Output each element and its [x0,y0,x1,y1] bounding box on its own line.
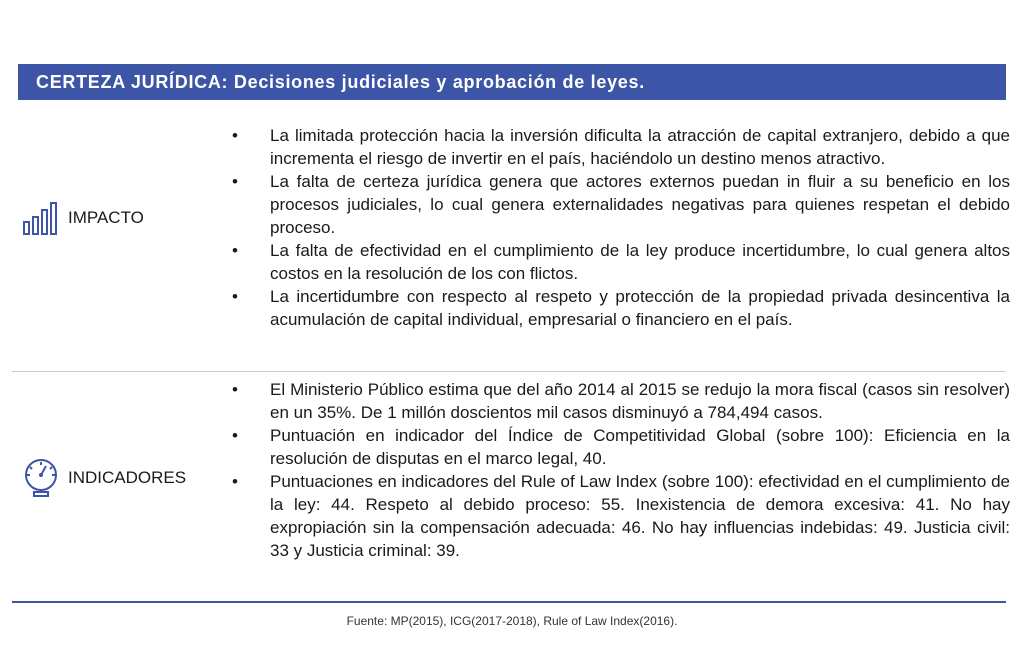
list-item: • Puntuaciones en indicadores del Rule of Law Index (sobre 100): efectividad en el cumplimiento de la ley: 44. Respeto al debido proceso: 55. Inexistencia de demora excesiva: 41. No hay expropiación sin la compensación adecuada: 46. No hay influencias indebidas: 49. Justicia civil: 33 y Justicia criminal: 39. [232,470,1010,562]
bottom-divider [12,601,1006,603]
indicadores-label-text: INDICADORES [68,468,187,487]
indicadores-bullet-list [232,378,1010,562]
source-note: Fuente: MP(2015), ICG(2017-2018), Rule of Law Index(2016). [346,614,678,628]
header-title: CERTEZA JURÍDICA: Decisiones judiciales y aprobación de leyes. [36,72,645,92]
impacto-label-text: IMPACTO [68,208,144,227]
section-divider [12,371,1006,372]
gauge-icon [22,458,60,498]
impacto-bullet-list [232,124,1010,331]
list-item: • La limitada protección hacia la inversión dificulta la atracción de capital extranjero, debido a que incrementa el riesgo de invertir en el país, haciéndolo un destino menos atractivo. [232,124,1010,170]
list-item: • Puntuación en indicador del Índice de Competitividad Global (sobre 100): Eficiencia en la resolución de disputas en el marco legal, 40. [232,424,1010,470]
indicadores-label [22,458,186,498]
impacto-label [22,200,144,236]
list-item: • La falta de certeza jurídica genera que actores externos puedan in fluir a su beneficio en los procesos judiciales, lo cual genera externalidades negativas para quienes respetan el debido proceso. [232,170,1010,239]
section-header [18,64,1006,100]
bar-chart-icon [22,200,60,236]
list-item: • El Ministerio Público estima que del año 2014 al 2015 se redujo la mora fiscal (casos sin resolver) en un 35%. De 1 millón doscientos mil casos disminuyó a 784,494 casos. [232,378,1010,424]
list-item: • La falta de efectividad en el cumplimiento de la ley produce incertidumbre, lo cual genera altos costos en la resolución de los con flictos. [232,239,1010,285]
list-item: • La incertidumbre con respecto al respeto y protección de la propiedad privada desincentiva la acumulación de capital individual, empresarial o financiero en el país. [232,285,1010,331]
